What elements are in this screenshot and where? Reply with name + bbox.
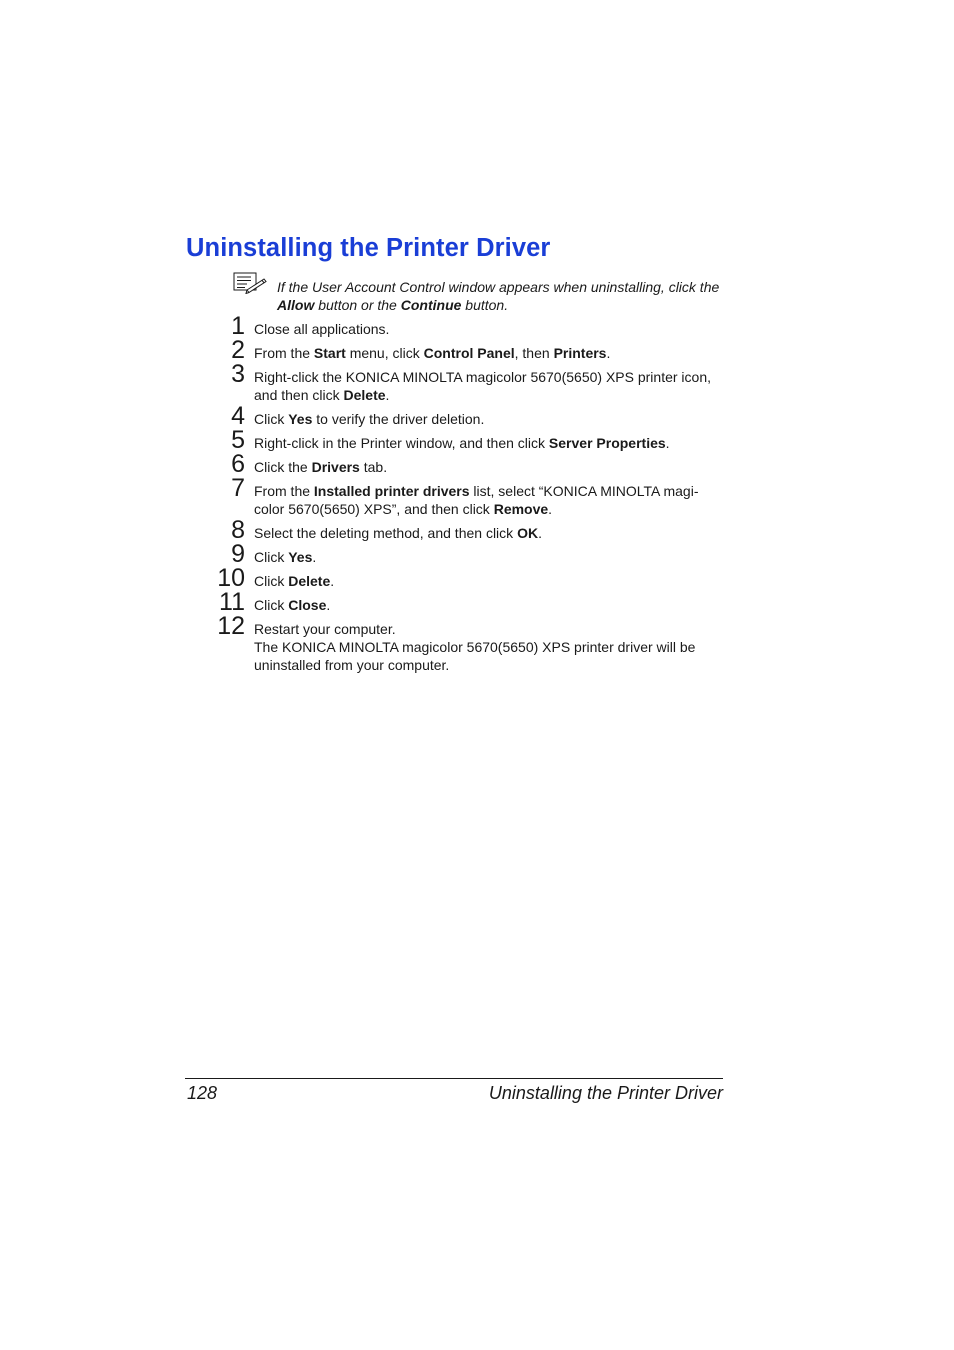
continue-label: Continue (400, 297, 462, 313)
step-number: 10 (217, 564, 245, 592)
step-number: 12 (217, 612, 245, 640)
step-number: 3 (231, 360, 245, 388)
step-result: The KONICA MINOLTA magicolor 5670(5650) XPS printer driver will be uninstalled from your computer. (254, 639, 696, 673)
step-number: 8 (231, 516, 245, 544)
step-number: 11 (219, 588, 245, 616)
step-text: Click Delete. (254, 573, 335, 589)
step-number: 1 (231, 312, 245, 340)
step-text: Click the Drivers tab. (254, 459, 388, 475)
note-pencil-icon (233, 272, 267, 294)
step-text: Right-click the KONICA MINOLTA magicolor 5670(5650) XPS printer icon, and then click Delete. (254, 369, 711, 403)
footer-divider (185, 1078, 723, 1079)
step-number: 6 (231, 450, 245, 478)
step-text: Select the deleting method, and then click OK. (254, 525, 542, 541)
allow-label: Allow (277, 297, 315, 313)
footer-page-number: 128 (187, 1083, 218, 1103)
step-number: 5 (231, 426, 245, 454)
step-number: 2 (231, 336, 245, 364)
footer-running-title: Uninstalling the Printer Driver (488, 1083, 723, 1103)
step-text: Click Yes. (254, 549, 317, 565)
step-number: 9 (231, 540, 245, 568)
step-text: Right-click in the Printer window, and then click Server Properties. (254, 435, 670, 451)
note-text: If the User Account Control window appears when uninstalling, click the Allow button or the Continue button. (277, 279, 720, 313)
page-title: Uninstalling the Printer Driver (186, 234, 551, 262)
step-text: Restart your computer. The KONICA MINOLTA magicolor 5670(5650) XPS printer driver will be uninstalled from your computer. (254, 620, 720, 674)
step-text: Click Close. (254, 597, 331, 613)
step-text: Close all applications. (254, 321, 390, 337)
step-text: From the Installed printer drivers list, select “KONICA MINOLTA magi-color 5670(5650) XPS”, and then click Remove. (254, 483, 699, 517)
step-text: From the Start menu, click Control Panel, then Printers. (254, 345, 611, 361)
step-text: Click Yes to verify the driver deletion. (254, 411, 485, 427)
step-number: 4 (231, 402, 245, 430)
step-number: 7 (231, 474, 245, 502)
